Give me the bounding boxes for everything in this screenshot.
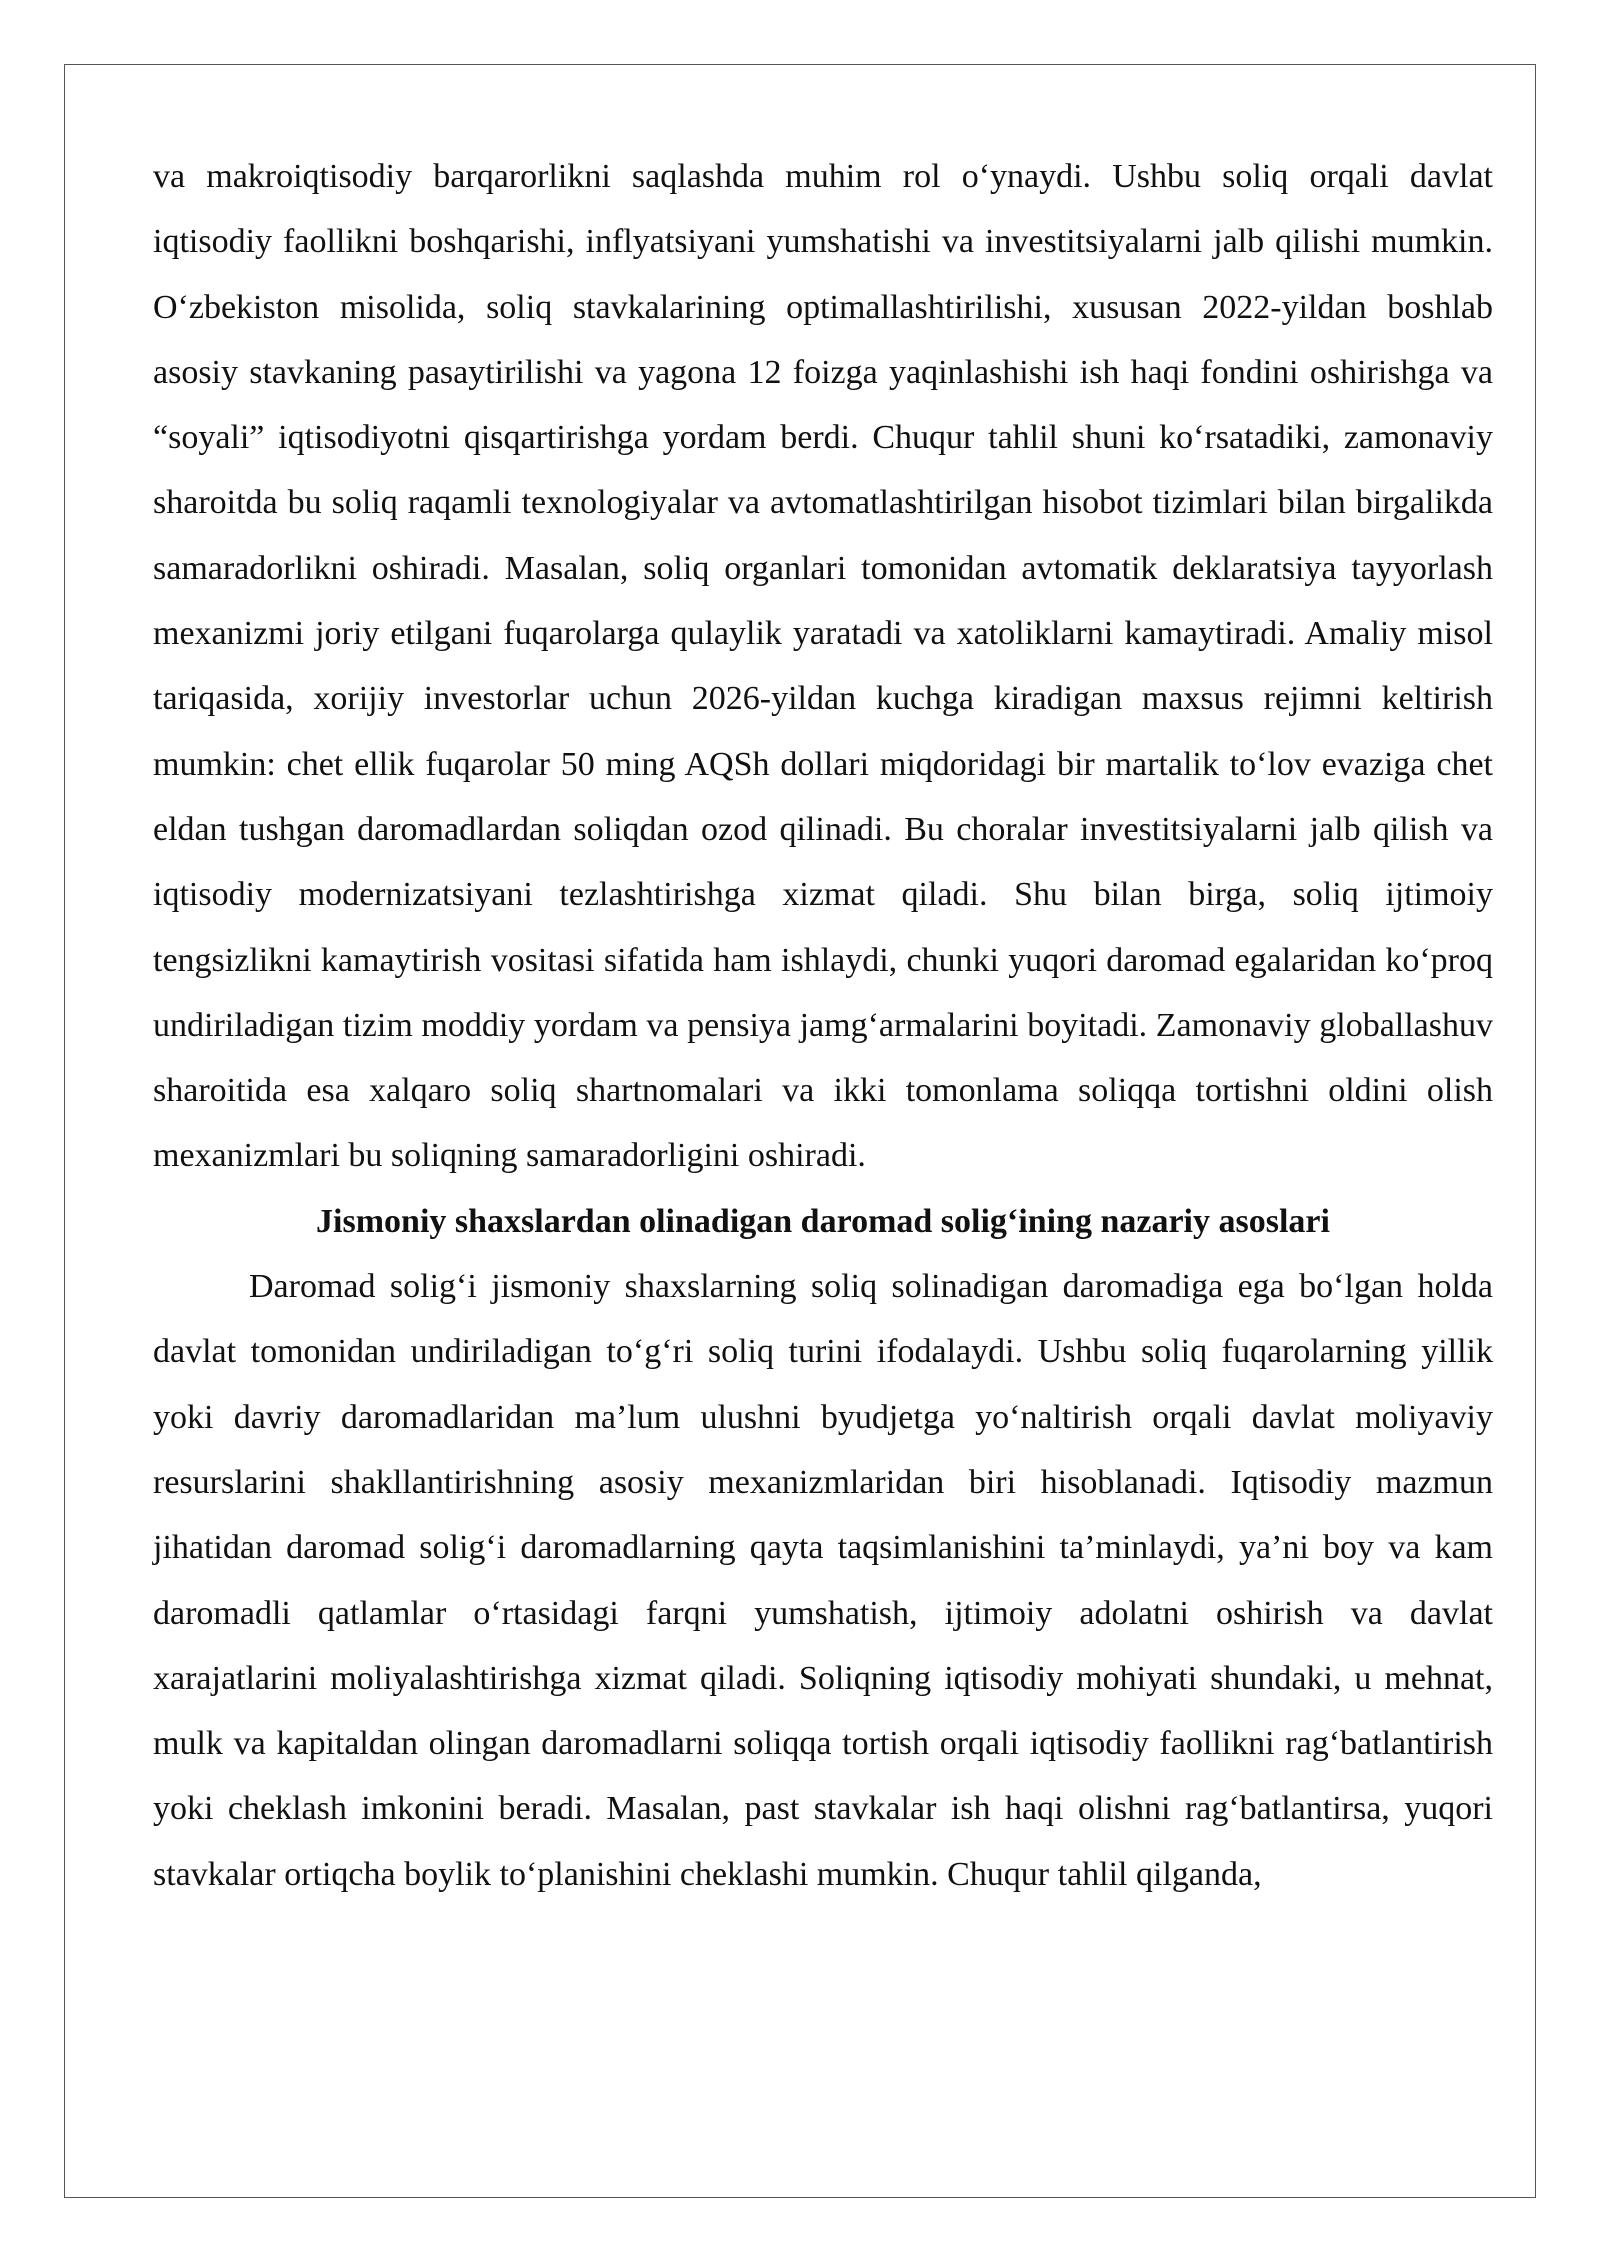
- body-paragraph: Daromad solig‘i jismoniy shaxslarning soliq solinadigan daromadiga ega bo‘lgan holda davlat tomonidan undiriladigan to‘g‘ri soliq turini ifodalaydi. Ushbu soliq fuqarolarning yillik yoki davriy daromadlaridan ma’lum ulushni byudjetga yo‘naltirish orqali davlat moliyaviy resurslarini shakllantirishning asosiy mexanizmlaridan biri hisoblanadi. Iqtisodiy mazmun jihatidan daromad solig‘i daromadlarning qayta taqsimlanishini ta’minlaydi, ya’ni boy va kam daromadli qatlamlar o‘rtasidagi farqni yumshatish, ijtimoiy adolatni oshirish va davlat xarajatlarini moliyalashtirishga xizmat qiladi. Soliqning iqtisodiy mohiyati shundaki, u mehnat, mulk va kapitaldan olingan daromadlarni soliqqa tortish orqali iqtisodiy faollikni rag‘batlantirish yoki cheklash imkonini beradi. Masalan, past stavkalar ish haqi olishni rag‘batlantirsa, yuqori stavkalar ortiqcha boylik to‘planishini cheklashi mumkin. Chuqur tahlil qilganda,: [153, 1268, 1493, 1893]
- body-paragraph-continued: va makroiqtisodiy barqarorlikni saqlashda muhim rol o‘ynaydi. Ushbu soliq orqali davlat iqtisodiy faollikni boshqarishi, inflyatsiyani yumshatishi va investitsiyalarni jalb qilishi mumkin. O‘zbekiston misolida, soliq stavkalarining optimallashtirilishi, xususan 2022-yildan boshlab asosiy stavkaning pasaytirilishi va yagona 12 foizga yaqinlashishi ish haqi fondini oshirishga va “soyali” iqtisodiyotni qisqartirishga yordam berdi. Chuqur tahlil shuni ko‘rsatadiki, zamonaviy sharoitda bu soliq raqamli texnologiyalar va avtomatlashtirilgan hisobot tizimlari bilan birgalikda samaradorlikni oshiradi. Masalan, soliq organlari tomonidan avtomatik deklaratsiya tayyorlash mexanizmi joriy etilgani fuqarolarga qulaylik yaratadi va xatoliklarni kamaytiradi. Amaliy misol tariqasida, xorijiy investorlar uchun 2026-yildan kuchga kiradigan maxsus rejimni keltirish mumkin: chet ellik fuqarolar 50 ming AQSh dollari miqdoridagi bir martalik to‘lov evaziga chet eldan tushgan daromadlardan soliqdan ozod qilinadi. Bu choralar investitsiyalarni jalb qilish va iqtisodiy modernizatsiyani tezlashtirishga xizmat qiladi. Shu bilan birga, soliq ijtimoiy tengsizlikni kamaytirish vositasi sifatida ham ishlaydi, chunki yuqori daromad egalaridan ko‘proq undiriladigan tizim moddiy yordam va pensiya jamg‘armalarini boyitadi. Zamonaviy globallashuv sharoitida esa xalqaro soliq shartnomalari va ikki tomonlama soliqqa tortishni oldini olish mexanizmlari bu soliqning samaradorligini oshiradi.: [153, 158, 1493, 1175]
- section-heading: Jismoniy shaxslardan olinadigan daromad solig‘ining nazariy asoslari: [316, 1202, 1330, 1240]
- document-body: [153, 144, 1493, 1907]
